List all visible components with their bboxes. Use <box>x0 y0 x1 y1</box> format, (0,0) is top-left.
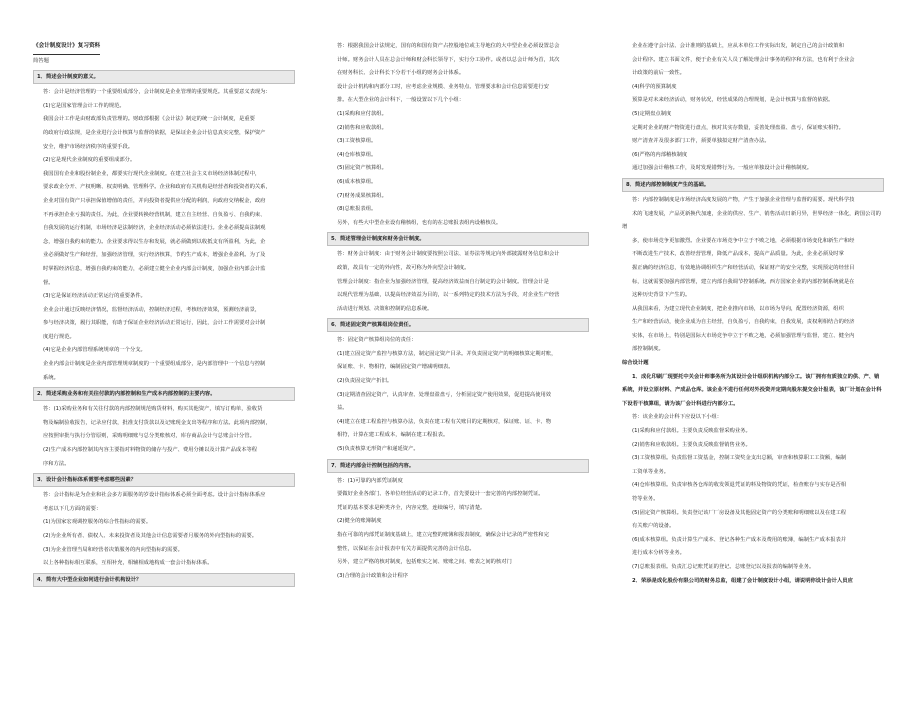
text-line: 要求政企分开、产权明晰、权责明确、管理科学。企业和政府有关机构是经营者和投资者的关系， <box>43 184 271 191</box>
text-line: (2)为企业所有者、债权人、未来投资者及其他会计信息需要者月服务的外向型指标的需要。 <box>43 533 258 539</box>
text-line: 以上各种指标相互联系，互相补充，相辅相成地构成一套会计指标体系。 <box>43 560 213 567</box>
text-line: 保证账、卡、物相符，编制固定资产增减明细表。 <box>337 364 454 371</box>
text-line: 我国会计工作是由财政部负责管理的。财政部根据《会计法》制定的统一会计制度，是重要 <box>43 116 255 123</box>
text-line: 答：内部控制制度是市场经济高度发展的产物，产生于加强企业管理与监督的需要。现代科学技 <box>632 196 855 203</box>
text-line: 企业会计通过反映经济情况，监督经济活动，控制经济过程，考核经济效果，预测经济前景， <box>43 306 261 313</box>
design-question: 2．荣添是成化股份有限公司的财务总监，组建了会计制度设计小组，请说明你设计会计人员应 <box>632 577 853 584</box>
answer-block <box>33 403 295 471</box>
text-line: 标，这就需要加强内部管理，建立内部自我调节控制系统。西方国家企业的内部控制系统就是在 <box>632 278 855 285</box>
answer-block <box>622 40 884 176</box>
question-heading: 3．设计会计指标体系需要考虑哪些因素？ <box>33 473 295 487</box>
text-line: 业必须做好生产和经营，加强经济管理，实行经济核算，节约生产成本，增强企业盈利。为了及 <box>43 252 266 259</box>
text-line: 政策，故具有一定的外向性，故可称为外向型会计制度。 <box>337 264 470 271</box>
text-line: 握正确的经济信息，有效地协调组织生产和经营活动，保证财产的安全完整，实现预定的经营目 <box>632 264 855 271</box>
text-line: (6)成本核算组。 <box>337 178 377 185</box>
text-line: 在财务科长、会计科长下分若干小组的财务会计体系。 <box>337 70 465 77</box>
text-line: 整性，以保证在会计报表中有关方面提供完善的会计信息。 <box>337 545 475 552</box>
text-line: 计师。财务会计人员在总会计师和财会科长领导下，实行分工协作。或者以总会计师为首，其次 <box>337 56 560 63</box>
text-line: (6)成本核算组。负责计算生产成本、登记各种生产成本及费用的账簿，编制生产成本报表并 <box>632 536 847 543</box>
text-line: 答：财务会计制度：由于财务会计制度要按照公司法、证券法等规定向外部披露财务信息和会计 <box>337 251 560 258</box>
answer-block <box>622 194 884 357</box>
answer-block <box>33 86 295 385</box>
text-line: 计政策的前后一致性。 <box>632 70 685 77</box>
text-line: (1)为国家宏观调控服务的综合性指标的需要。 <box>43 519 152 526</box>
text-line: 答：会计指标是为企业和社会多方面服务的岁设计指标体系必须全面考虑。设计会计指标体系应 <box>43 492 266 499</box>
text-line: 答：根据我国会计法规定，国有的和国有资产占控股地位或主导地位的大中型企业必须设置总会 <box>337 43 560 49</box>
column-1 <box>33 40 295 589</box>
text-line: 这种历史背景下产生的。 <box>632 292 691 299</box>
answer-block <box>327 475 589 584</box>
text-line: 企业内部会计制度是企业内部管理规章制度的一个重要组成部分，是内部管理中一个信息与控制 <box>43 361 266 368</box>
text-line: (4)它是企业内部管理系统规章的一个分支。 <box>43 347 146 354</box>
text-line: 不再承担企业亏损的责任。为此，企业要转换经营机制，建立自主经营、自负盈亏、自我约束、 <box>43 211 266 218</box>
answer-block <box>327 248 589 316</box>
text-line: (1)采购和应付款组。 <box>337 110 387 117</box>
text-line: 定期对企业的财产物资进行盘点，核对其实存数量，妥善处理盘盈、盘亏，保证账实相符。 <box>632 124 844 131</box>
text-line: 生产和经营活动，使企业成为自主经营，自负盈亏，自我约束，自我发展，责权利相结合的经济 <box>632 319 855 326</box>
text-line: (3)它是保证经济活动正常运行的重要条件。 <box>43 293 146 300</box>
text-line: (2)它是现代企业制度的重要组成部分。 <box>43 157 136 164</box>
text-line: (3)定期清查固定资产，认真审查、处理盘盈盘亏，分析固定资产使用效果，促进提高使用效 <box>337 391 552 398</box>
text-line: 物及编制验收报告，记录应付款，批准支付货款以及记账现金支出等程序和方法。此项内部控制， <box>43 419 271 426</box>
text-line: (1)它是国家管理会计工作的规范。 <box>43 102 125 109</box>
answer-block <box>327 334 589 456</box>
text-line: 系统。 <box>43 374 59 381</box>
text-line: (4)科学的预算制度 <box>632 83 677 90</box>
text-line: 我国国有企业和股份制企业，都要实行现代企业制度。在建立社会主义市场经济体制过程中， <box>43 170 261 177</box>
answer-block <box>33 489 295 571</box>
text-line: (5)固定资产核算组。负责登记该厂厂房设备及其他固定资产的分类账和明细账以及在建工程 <box>632 509 847 516</box>
text-line: 的政府行政法规，是企业进行会计核算与监督的依据，是保证企业会计信息真实完整，保护资产 <box>43 129 266 136</box>
text-line: (1)采购和应付款组。主要负责反映监督采购业务。 <box>632 428 751 435</box>
text-line: 应按照审批与执行分管原则，采购明细账与总分类账核对，库存商品会计与总账会计分管。 <box>43 433 255 440</box>
text-line: 预算是对未来经济活动，财务状况，经营成果的合理规划，是会计核算与监督的依据。 <box>632 97 834 104</box>
text-line: 部控制制度。 <box>632 346 664 353</box>
question-heading: 7．简述内部会计控制包括的内容。 <box>327 459 589 473</box>
text-line: 通过加强会计稽核工作，及时发现错弊行为。一般应单独设计会计稽核制度。 <box>632 165 813 172</box>
text-line: 答：(1)采购业务和有关往付款的内部控制规范购货材料，购买其他资产，填写订购单，验收货 <box>43 406 263 413</box>
text-line: 企业在遵守会计法、会计准则的基础上，应从本单位工作实际出发，制定自己的会计政策和 <box>632 43 844 49</box>
text-line: 相符，计算在建工程成本，编制在建工程报表。 <box>337 432 449 439</box>
text-line: 设计会计机构和内部分工时，应考虑企业规模、业务特点、管理要求和会计信息需要进行安 <box>337 83 549 90</box>
text-line: 要做好企业各部门、各单位经营活动的记录工作，首先要设计一套完善的内部控制凭证。 <box>337 491 544 498</box>
text-line: (2)负责固定资产折旧。 <box>337 378 393 385</box>
text-line: 以现代管理为基础，以提高经济效益为目的，以一系列特定的技术方法为手段，对企业生产经营 <box>337 292 560 299</box>
text-line: 另外，建立严格的核对制度，包括账实之间、账账之间、账表之间的核对门 <box>337 559 512 566</box>
text-line: 术的飞速发展，产品更新换代加速，企业的供应、生产、销售活动日新月异，世界经济一体化，跨国公司的增 <box>622 210 881 231</box>
text-line: 另外，有些大中型企业设有稽核组，也有的在总账报表组内设稽核员。 <box>337 219 502 226</box>
text-line: 实体，在市场上，特别是国际大市场竞争中立于不败之地，必须加强管理与监督，建立、健全内 <box>632 332 855 339</box>
text-line: (2)生产成本内部控制其内容主要指对料物资的储存与投产、费用分摊以及计算产品成本等程 <box>43 447 258 454</box>
text-line: 有关账户的设备。 <box>632 523 675 530</box>
question-heading: 1．简述会计制度的意义。 <box>33 70 295 84</box>
column-3 <box>622 40 884 588</box>
text-line: 督。 <box>43 279 54 286</box>
text-line: 管理会计制度：指企业为加强经济管理，提高经济效益而自行制定的会计制度。管理会计是 <box>337 278 549 285</box>
text-line: (2)销售和应收款组。主要负责反映监督销售业务。 <box>632 441 751 448</box>
doc-subtitle: 简答题 <box>33 57 49 64</box>
text-line: (7)总账报表组。负责汇总记账凭证的登记、总账登记以及报表的编制等业务。 <box>632 563 815 570</box>
text-line: 财产清查并及很多部门工作，须要单独拟定财产清查办法。 <box>632 138 770 145</box>
text-line: 多，使市场竞争更加激烈。企业要在市场竞争中立于不败之地，必须根据市场变化和新生产和经 <box>632 237 855 244</box>
text-line: 答：会计是经济管理的一个重要组成部分，会计制度是企业管理的重要规范。其重要意义表现为： <box>43 89 271 96</box>
text-line: 指在可靠的内部凭证制度基础上，建立完整的账簿和报表制度，确保会计记录的严密性和完 <box>337 532 549 538</box>
text-line: 会计程序。建立书面文件，便于企业有关人员了解处理会计事务的程序和方法，也有利于企业会 <box>632 56 855 63</box>
text-line: 念，增强自我约束的能力。企业要求得以生存和发展，就必须做到以收抵支有所盈利，为此，企 <box>43 238 266 245</box>
text-line: 参与经济决策，履行其职能，有助于保证企业经济活动正常运行，因此，会计工作需要对会计制 <box>43 320 266 327</box>
text-line: 度进行规范。 <box>43 333 75 340</box>
text-line: 考虑以下几方面的需要： <box>43 505 102 512</box>
text-line: 工资单等业务。 <box>632 468 670 475</box>
column-2 <box>327 40 589 583</box>
text-line: 安全，维护市场经济秩序的重要手段。 <box>43 143 134 150</box>
question-heading: 2．简述采购业务和有关往付款的内部控制和生产成本内部控制的主要内容。 <box>33 387 295 401</box>
text-line: (5)固定资产核算组。 <box>337 165 387 172</box>
text-line: (6)严格的内部稽核制度 <box>632 151 688 158</box>
question-heading: 8．简述内部控制制度产生的基础。 <box>622 178 884 192</box>
text-line: 益。 <box>337 405 348 412</box>
design-question: 1．成化印刷厂现要托中关会计师事务所为其设计会计组织机构内部分工。该厂拥有有质独立的供、产、销系统，并设立原材料、产成品仓库。该企业不进行任何对外投资并定期向股东提交会计报表，该厂计划在会计科下设若干核算组，请为该厂会计科进行内部分工。 <box>622 373 882 407</box>
text-line: (2)销售和应收款组。 <box>337 124 387 131</box>
answer-block <box>327 40 589 230</box>
text-line: 从我国来看，为建立现代企业制度，把企业推向市场，以市场为导向，配置经济资源，组织 <box>632 305 844 312</box>
text-line: (4)仓库核算组。负责审核各仓库的收发领退凭证的料及物资的凭证，检查账存与实存是否相 <box>632 482 847 489</box>
text-line: 自我发展的运行机制，市场经济是法制经济，企业经济活动必须依法进行。企业必须提高法制观 <box>43 225 266 232</box>
text-line: (2)健全的账簿制度 <box>337 518 382 525</box>
text-line: (8)总账报表组。 <box>337 206 377 213</box>
text-line: (4)建立在建工程监控与核算办法，负责在建工程有关账目的定期核对，保证账、证、卡、物 <box>337 418 552 425</box>
doc-title: 《会计制度设计》复习资料 <box>33 40 100 55</box>
text-line: 不断改进生产技术，改善经营管理，降低产品成本，提高产品质量。为此，企业必须及时掌 <box>632 251 844 258</box>
answer-block <box>622 411 884 574</box>
text-line: 时掌握经济信息，增强自我约束的能力，必须建立健全企业内部会计制度，加强企业内部会计监 <box>43 265 266 272</box>
question-heading: 5．简述管理会计制度和财务会计制度。 <box>327 232 589 246</box>
text-line: (1)建立固定资产监控与核算方法，制定固定资产目录。并负责固定资产的明细核算定期对账， <box>337 350 557 357</box>
text-line: (3)合理的会计政策和会计程序 <box>337 572 409 579</box>
text-line: (3)工资核算组。 <box>337 138 377 145</box>
text-line: (7)财务成果核算组。 <box>337 192 387 199</box>
text-line: 企业对国有资产只承担保值增值的责任，并向投资者提供应分配的利润，向政府交纳税金，政府 <box>43 197 266 204</box>
question-heading: 6．简述固定资产核算组岗位责任。 <box>327 318 589 332</box>
text-line: (4)仓库核算组。 <box>337 151 377 158</box>
text-line: 活动进行规划、决策和控制的信息系统。 <box>337 305 433 312</box>
text-line: 答：该企业的会计科下应设以下小组： <box>632 414 723 421</box>
text-line: 排。在大型企业的会计科下，一般设置以下几个小组： <box>337 97 465 104</box>
text-line: 答：(1)可靠的内部凭证制度 <box>337 477 403 484</box>
text-line: (5)负责核算无形资产和递延资产。 <box>337 446 419 453</box>
section-heading: 综合设计题 <box>622 360 649 367</box>
text-line: 符等业务。 <box>632 496 659 502</box>
question-heading: 4．简有大中型企业如何进行会计机构设计？ <box>33 573 295 587</box>
text-line: 凭证的基本要求是种类齐全，内容完整，连续编号，填写清楚。 <box>337 504 486 511</box>
text-line: (5)定期盘点制度 <box>632 110 672 117</box>
text-line: (3)为企业管理当局和经营者决策服务的内向型指标的需要。 <box>43 546 183 553</box>
text-line: 序和方法。 <box>43 460 70 467</box>
text-line: (3)工资核算组。负责监督工资基金，控制工资奖金支出总额，审查和核算职工工资额，编制 <box>632 455 847 462</box>
text-line: 进行成本分析等业务。 <box>632 550 685 557</box>
text-line: 答：固定资产核算组岗位的责任： <box>337 337 417 344</box>
